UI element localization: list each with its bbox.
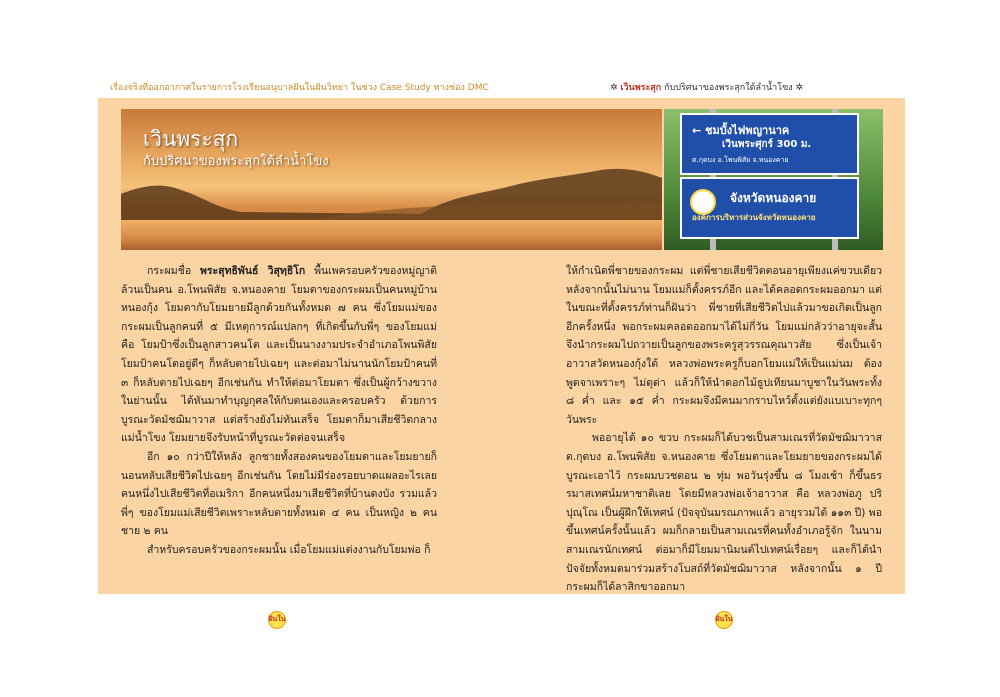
logo-text: ฝันใน xyxy=(268,615,286,623)
river-water xyxy=(121,220,662,250)
article-title: เวินพระสุก xyxy=(143,127,239,151)
p1-lead: กระผมชื่อ xyxy=(147,265,200,277)
header-right-rest: กับปริศนาของพระสุกใต้ลำน้ำโขง ✲ xyxy=(661,83,804,93)
sign-naga-fireball xyxy=(680,113,859,175)
footer-logo-right xyxy=(709,611,739,629)
running-header-right xyxy=(610,80,803,94)
road-sign-photo xyxy=(664,109,883,250)
right-paragraph-1: ให้กำเนิดพี่ชายของกระผม แต่พี่ชายเสียชีวิตตอนอายุเพียงแค่ขวบเดียว หลังจากนั้นไม่นาน โยมแม่ก็ตั้งครรภ์อีก และได้คลอดกระผมออกมา แต่ในขณะที่ตั้งครรภ์ท่านก็ฝันว่า พี่ชายที่เสียชีวิตไปแล้วมาขอเกิดเป็นลูกอีกครั้งหนึ่ง พอกระผมคลอดออกมาได้ไม่กี่วัน โยมแม่กลัวว่าอายุจะสั้น จึงนำกระผมไปถวายเป็นลูกของพระครูสุวรรณคุณาวสัย ซึ่งเป็นเจ้าอาวาสวัดหนองกุ้งใต้ หลวงพ่อพระครูก็บอกโยมแม่ให้เป็นแม่นม ต้องพูดจาเพราะๆ ไม่ดุด่า แล้วก็ให้นำดอกไม้ธูปเทียนมาบูชาในวันพระทั้ง ๘ ค่ำ และ ๑๕ ค่ำ กระผมจึงมีคนมากราบไหว้ตั้งแต่ยังแบเบาะทุกๆ วันพระ xyxy=(566,265,882,426)
narrator-name: พระสุทธิพันธ์ วิสุทฺธิโก xyxy=(199,265,306,277)
header-right-prefix: ✲ xyxy=(610,83,621,93)
sign1-location-text: ต.กุดบง อ.โพนพิสัย จ.หนองคาย xyxy=(692,156,789,164)
header-right-bold: เวินพระสุก xyxy=(620,83,662,93)
left-paragraph-2: อีก ๑๐ กว่าปีให้หลัง ลูกชายทั้งสองคนของโยมตาและโยมยายก็นอนหลับเสียชีวิตไปเฉยๆ อีกเช่นกัน โดยไม่มีร่องรอยบาดแผลอะไรเลย คนหนึ่งไปเสียชีวิตที่อเมริกา อีกคนหนึ่งมาเสียชีวิตที่บ้านดงบัง รวมแล้วพี่ๆ ของโยมแม่เสียชีวิตเพราะหลับตายทั้งหมด ๔ คน เป็นหญิง ๒ คน ชาย ๒ คน xyxy=(121,450,437,538)
right-paragraph-2: พออายุได้ ๑๐ ขวบ กระผมก็ได้บวชเป็นสามเณรที่วัดมัชฌิมาวาส ต.กุดบง อ.โพนพิสัย จ.หนองคาย ซึ่งโยมตาและโยมยายของกระผมได้บูรณะเอาไว้ กระผมบวชตอน ๒ ทุ่ม พอวันรุ่งขึ้น ๘ โมงเช้า ก็ขึ้นธรรมาสเทศน์มหาชาติเลย โดยมีหลวงพ่อเจ้าอาวาส คือ หลวงพ่อภู ปริปุณฺโณ เป็นผู้ฝึกให้เทศน์ (ปัจจุบันมรณภาพแล้ว อายุรวมได้ ๑๑๓ ปี) พอขึ้นเทศน์ครั้งนั้นแล้ว ผมก็กลายเป็นสามเณรที่คนทั้งอำเภอรู้จัก ในนามสามเณรนักเทศน์ ต่อมาก็มีโยมมานิมนต์ไปเทศน์เรื่อยๆ และก็ได้นำปัจจัยทั้งหมดมาร่วมสร้างโบสถ์ที่วัดมัชฌิมาวาส หลังจากนั้น ๑ ปี กระผมก็ได้ลาสิกขาออกมา xyxy=(566,432,882,594)
right-text-column xyxy=(566,262,882,597)
p1-body: พื้นเพครอบครัวของหมู่ญาติล้วนเป็นคน อ.โพนพิสัย จ.หนองคาย โยมตาของกระผมเป็นคนหมู่บ้านหนองกุ้ง โยมตากับโยมยายมีลูกด้วยกันทั้งหมด ๗ คน ซึ่งโยมแม่ของกระผมเป็นลูกคนที่ ๕ มีเหตุการณ์แปลกๆ ที่เกิดขึ้นกับพี่ๆ ของโยมแม่ คือ โยมป้าซึ่งเป็นลูกสาวคนโต และเป็นนางงามประจำอำเภอโพนพิสัย โยมป้าคนโตอยู่ดีๆ ก็หลับตายไปเฉยๆ และต่อมาไม่นานนักโยมป้าคนที่ ๓ ก็หลับตายไปเฉยๆ อีกเช่นกัน ทำให้ต่อมาโยมตา ซึ่งเป็นผู้กว้างขวางในย่านนั้น ได้หันมาทำบุญกุศลให้กับตนเองและครอบครัว ด้วยการบูรณะวัดมัชฌิมาวาส แต่สร้างยังไม่ทันเสร็จ โยมตาก็มาเสียชีวิตกลางแม่น้ำโขง โยมยายจึงรับหน้าที่บูรณะวัดต่อจนเสร็จ xyxy=(121,265,437,445)
left-paragraph-3: สำหรับครอบครัวของกระผมนั้น เมื่อโยมแม่แต่งงานกับโยมพ่อ ก็ xyxy=(147,543,431,556)
sign2-sub-text: องค์การบริหารส่วนจังหวัดหนองคาย xyxy=(692,213,816,222)
sign-nong-khai-province xyxy=(680,177,859,239)
sign1-distance-text: เวินพระศุกร์ 300 ม. xyxy=(722,139,812,150)
sign2-main-text: จังหวัดหนองคาย xyxy=(730,191,817,205)
left-text-column xyxy=(121,262,437,560)
sign1-main-text: ← ชมบั้งไฟพญานาค xyxy=(692,124,790,137)
running-header-left: เรื่องจริงที่ออกอากาศในรายการโรงเรียนอนุบาลฝันในฝันวิทยา ในช่วง Case Study ทางช่อง DMC xyxy=(110,83,489,93)
logo-text: ฝันใน xyxy=(715,615,733,623)
article-subtitle: กับปริศนาของพระสุกใต้ลำน้ำโขง xyxy=(143,154,329,169)
footer-logo-left xyxy=(262,611,292,629)
left-paragraph-1 xyxy=(121,262,437,448)
